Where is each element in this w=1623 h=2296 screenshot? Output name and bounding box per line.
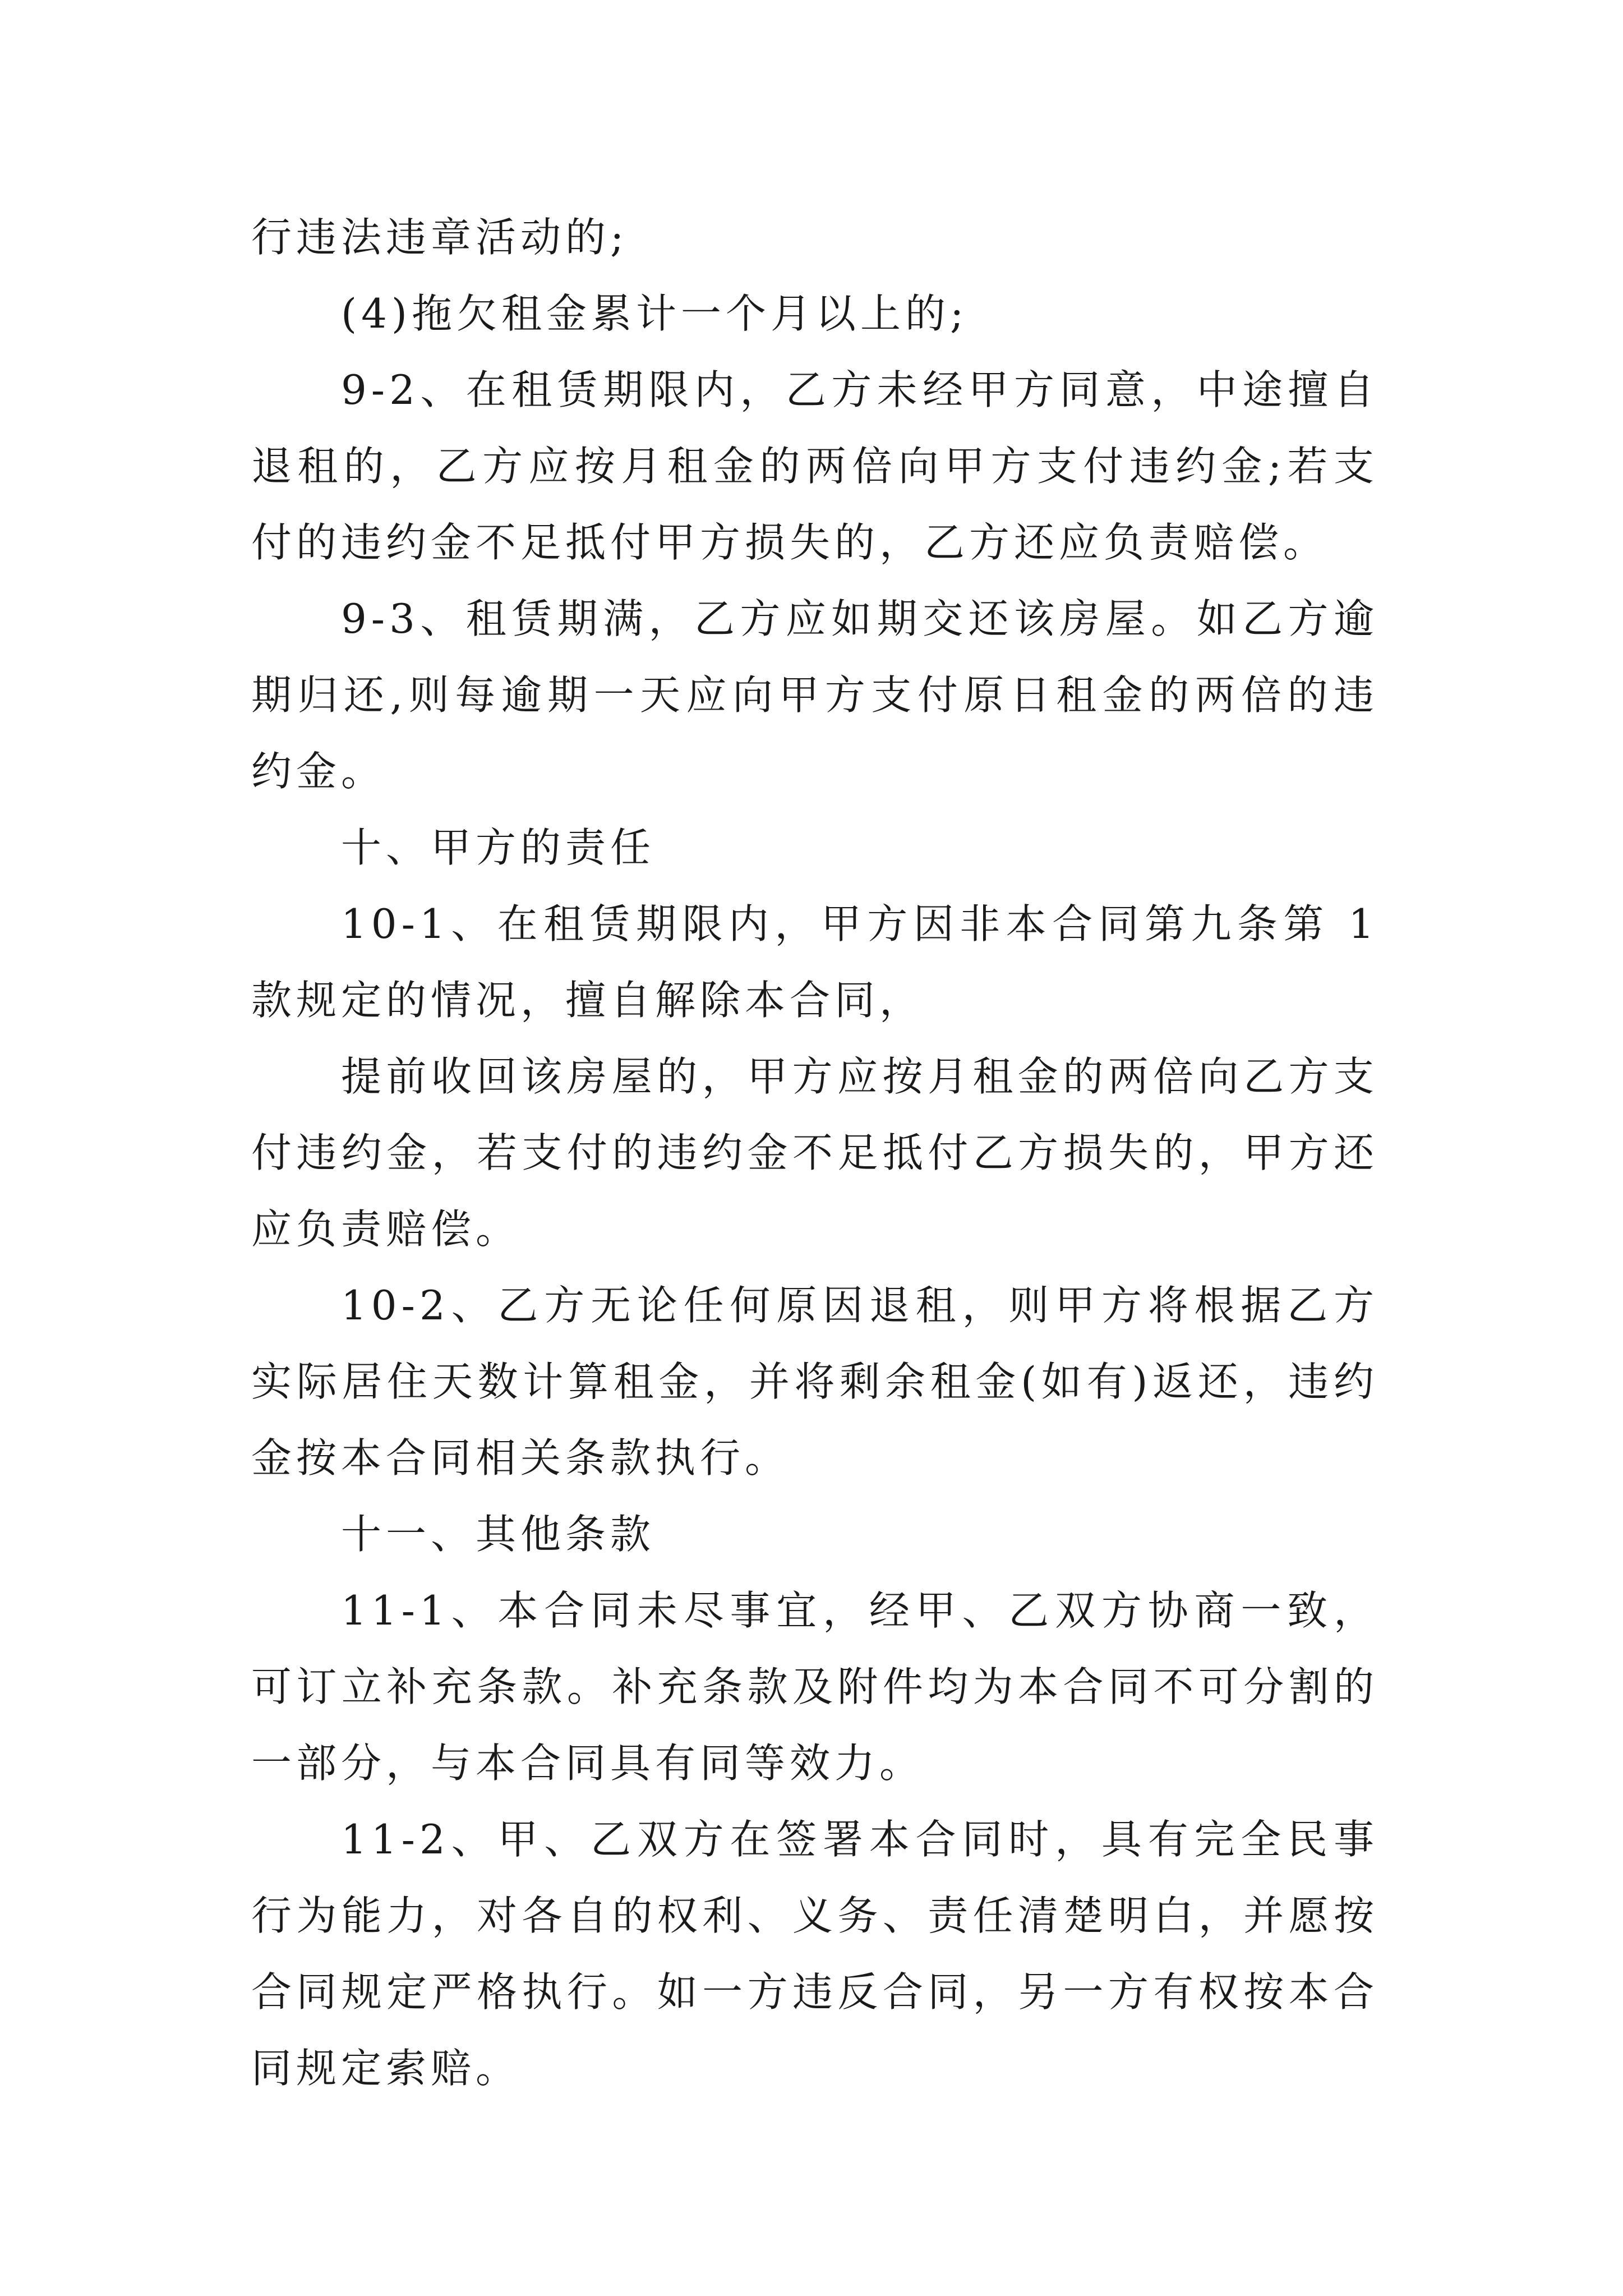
paragraph-4: 9-3、租赁期满，乙方应如期交还该房屋。如乙方逾期归还,则每逾期一天应向甲方支付原日租金的两倍的违约金。 xyxy=(251,595,1378,795)
paragraph-11: 11-2、甲、乙双方在签署本合同时，具有完全民事行为能力，对各自的权利、义务、责任清楚明白，并愿按合同规定严格执行。如一方违反合同，另一方有权按本合同规定索赔。 xyxy=(251,1816,1378,2092)
paragraph-7: 提前收回该房屋的，甲方应按月租金的两倍向乙方支付违约金，若支付的违约金不足抵付乙方损失的，甲方还应负责赔偿。 xyxy=(251,1053,1378,1253)
paragraph-6: 10-1、在租赁期限内，甲方因非本合同第九条第 1 款规定的情况，擅自解除本合同， xyxy=(251,900,1378,1024)
paragraph-2: (4)拖欠租金累计一个月以上的; xyxy=(341,290,969,337)
paragraph-3: 9-2、在租赁期限内，乙方未经甲方同意，中途擅自退租的，乙方应按月租金的两倍向甲方支付违约金;若支付的违约金不足抵付甲方损失的，乙方还应负责赔偿。 xyxy=(251,366,1378,566)
paragraph-1: 行违法违章活动的; xyxy=(251,214,629,261)
paragraph-10: 11-1、本合同未尽事宜，经甲、乙双方协商一致，可订立补充条款。补充条款及附件均为本合同不可分割的一部分，与本合同具有同等效力。 xyxy=(251,1587,1378,1787)
section-heading-11: 十一、其他条款 xyxy=(341,1511,656,1558)
contract-text xyxy=(251,199,1378,2106)
paragraph-8: 10-2、乙方无论任何原因退租，则甲方将根据乙方实际居住天数计算租金，并将剩余租金(如有)返还，违约金按本合同相关条款执行。 xyxy=(251,1282,1378,1481)
section-heading-10: 十、甲方的责任 xyxy=(341,824,656,871)
